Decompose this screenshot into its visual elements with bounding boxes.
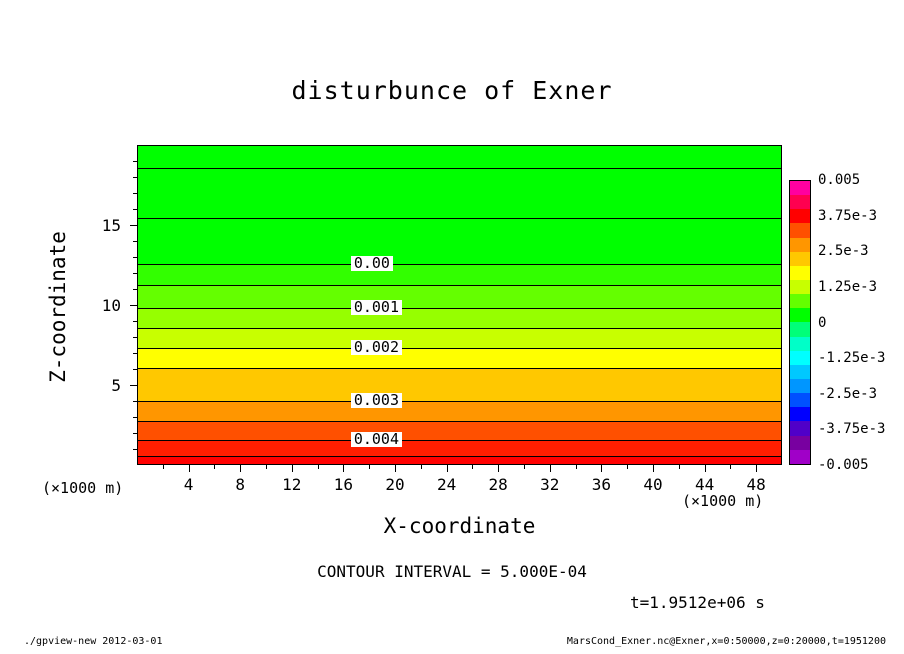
contour-line-label: 0.004	[351, 432, 402, 447]
y-tick	[130, 305, 137, 306]
y-tick-minor	[133, 401, 137, 402]
x-tick-minor	[266, 465, 267, 469]
y-tick-minor	[133, 321, 137, 322]
y-tick-minor	[133, 369, 137, 370]
colorbar-cell	[790, 195, 810, 209]
y-tick-minor	[133, 193, 137, 194]
colorbar-cell	[790, 436, 810, 450]
colorbar-tick-label: -1.25e-3	[818, 350, 886, 367]
colorbar-cell	[790, 252, 810, 266]
colorbar-tick-label: 3.75e-3	[818, 207, 878, 224]
plot-area	[137, 145, 782, 465]
x-tick	[343, 465, 344, 472]
y-tick-minor	[133, 417, 137, 418]
contour-band	[138, 218, 781, 265]
x-tick-minor	[524, 465, 525, 469]
contour-line-minor	[138, 456, 781, 457]
x-tick-minor	[421, 465, 422, 469]
colorbar-cell	[790, 266, 810, 280]
y-tick-minor	[133, 273, 137, 274]
x-tick-label: 24	[436, 475, 457, 494]
colorbar-tick-label: -0.005	[818, 457, 869, 473]
colorbar-tick-label: 0	[818, 314, 827, 331]
x-tick-label: 48	[746, 475, 766, 494]
y-tick	[130, 225, 137, 226]
colorbar-cell	[790, 450, 810, 464]
y-tick-minor	[133, 241, 137, 242]
x-tick	[653, 465, 654, 472]
x-tick-minor	[318, 465, 319, 469]
x-tick-minor	[214, 465, 215, 469]
x-tick	[240, 465, 241, 472]
x-tick-minor	[369, 465, 370, 469]
colorbar-tick-label: 2.5e-3	[818, 243, 869, 260]
contour-line-minor	[138, 285, 781, 286]
contour-band	[138, 308, 781, 329]
contour-band	[138, 168, 781, 218]
contour-band	[138, 401, 781, 422]
colorbar-cell	[790, 209, 810, 223]
x-tick	[498, 465, 499, 472]
x-tick	[705, 465, 706, 472]
colorbar-tick-label: -3.75e-3	[818, 421, 886, 438]
colorbar-cell	[790, 238, 810, 252]
colorbar-cell	[790, 223, 810, 237]
y-tick-minor	[133, 161, 137, 162]
x-tick-label: 4	[183, 475, 194, 494]
y-tick-label: 5	[111, 376, 121, 395]
y-tick	[130, 385, 137, 386]
contour-line	[138, 264, 781, 265]
contour-band	[138, 368, 781, 401]
contour-line-label: 0.001	[351, 300, 402, 315]
y-tick-minor	[133, 177, 137, 178]
x-axis-title: X-coordinate	[383, 514, 536, 538]
y-tick-minor	[133, 353, 137, 354]
x-tick	[756, 465, 757, 472]
colorbar-cell	[790, 294, 810, 308]
colorbar-cell	[790, 322, 810, 336]
contour-line-label: 0.003	[351, 393, 402, 408]
colorbar-cell	[790, 337, 810, 351]
contour-line	[138, 308, 781, 309]
y-tick-label: 15	[101, 216, 121, 235]
contour-band	[138, 285, 781, 308]
colorbar-cell	[790, 308, 810, 322]
contour-line-minor	[138, 421, 781, 422]
y-tick-minor	[133, 337, 137, 338]
contour-band	[138, 328, 781, 348]
x-tick	[292, 465, 293, 472]
colorbar-cell	[790, 365, 810, 379]
contour-line	[138, 440, 781, 441]
x-tick	[601, 465, 602, 472]
colorbar-cell	[790, 280, 810, 294]
x-tick-minor	[472, 465, 473, 469]
footer-left-text: ./gpview-new 2012-03-01	[24, 636, 163, 647]
x-tick	[189, 465, 190, 472]
x-tick-minor	[730, 465, 731, 469]
contour-line-minor	[138, 218, 781, 219]
colorbar-tick-label: 1.25e-3	[818, 278, 878, 295]
contour-fill-layer	[138, 146, 781, 464]
x-tick-minor	[163, 465, 164, 469]
chart-title: disturbunce of Exner	[291, 76, 613, 105]
colorbar-cell	[790, 393, 810, 407]
contour-band	[138, 348, 781, 369]
x-tick-minor	[576, 465, 577, 469]
colorbar-cell	[790, 421, 810, 435]
contour-line	[138, 401, 781, 402]
contour-line-minor	[138, 328, 781, 329]
y-tick-minor	[133, 433, 137, 434]
x-tick-label: 28	[488, 475, 508, 494]
x-tick	[447, 465, 448, 472]
y-tick-label: 10	[101, 296, 121, 315]
contour-line	[138, 348, 781, 349]
y-tick-minor	[133, 289, 137, 290]
contour-line-label: 0.002	[351, 340, 402, 355]
y-tick-minor	[133, 257, 137, 258]
contour-band	[138, 146, 781, 169]
footer-right-text: MarsCond_Exner.nc@Exner,x=0:50000,z=0:20000,t=1951200	[566, 636, 886, 647]
colorbar-cell	[790, 351, 810, 365]
colorbar	[789, 180, 811, 465]
x-tick-minor	[679, 465, 680, 469]
x-tick-label: 12	[282, 475, 302, 494]
x-tick-label: 32	[540, 475, 560, 494]
x-tick-label: 20	[385, 475, 405, 494]
colorbar-cell	[790, 407, 810, 421]
contour-band	[138, 456, 781, 465]
x-tick	[395, 465, 396, 472]
colorbar-tick-label: 0.005	[818, 172, 861, 188]
colorbar-cell	[790, 379, 810, 393]
x-tick-label: 44	[694, 475, 715, 494]
x-tick-label: 16	[333, 475, 354, 494]
x-tick	[550, 465, 551, 472]
x-tick-label: 40	[643, 475, 663, 494]
contour-band	[138, 264, 781, 285]
colorbar-cell	[790, 181, 810, 195]
colorbar-tick-label: -2.5e-3	[818, 385, 878, 402]
x-unit-left: (×1000 m)	[42, 479, 124, 497]
contour-band	[138, 421, 781, 441]
contour-band	[138, 440, 781, 457]
x-tick-minor	[627, 465, 628, 469]
x-tick-label: 36	[591, 475, 612, 494]
x-unit-right: (×1000 m)	[682, 492, 764, 510]
contour-line-minor	[138, 168, 781, 169]
contour-line-minor	[138, 368, 781, 369]
time-text: t=1.9512e+06 s	[630, 593, 765, 612]
y-axis-title: Z-coordinate	[46, 231, 70, 383]
y-tick-minor	[133, 449, 137, 450]
contour-interval-text: CONTOUR INTERVAL = 5.000E-04	[317, 562, 587, 581]
y-tick-minor	[133, 209, 137, 210]
contour-line-label: 0.00	[351, 256, 393, 271]
x-tick-label: 8	[235, 475, 245, 494]
